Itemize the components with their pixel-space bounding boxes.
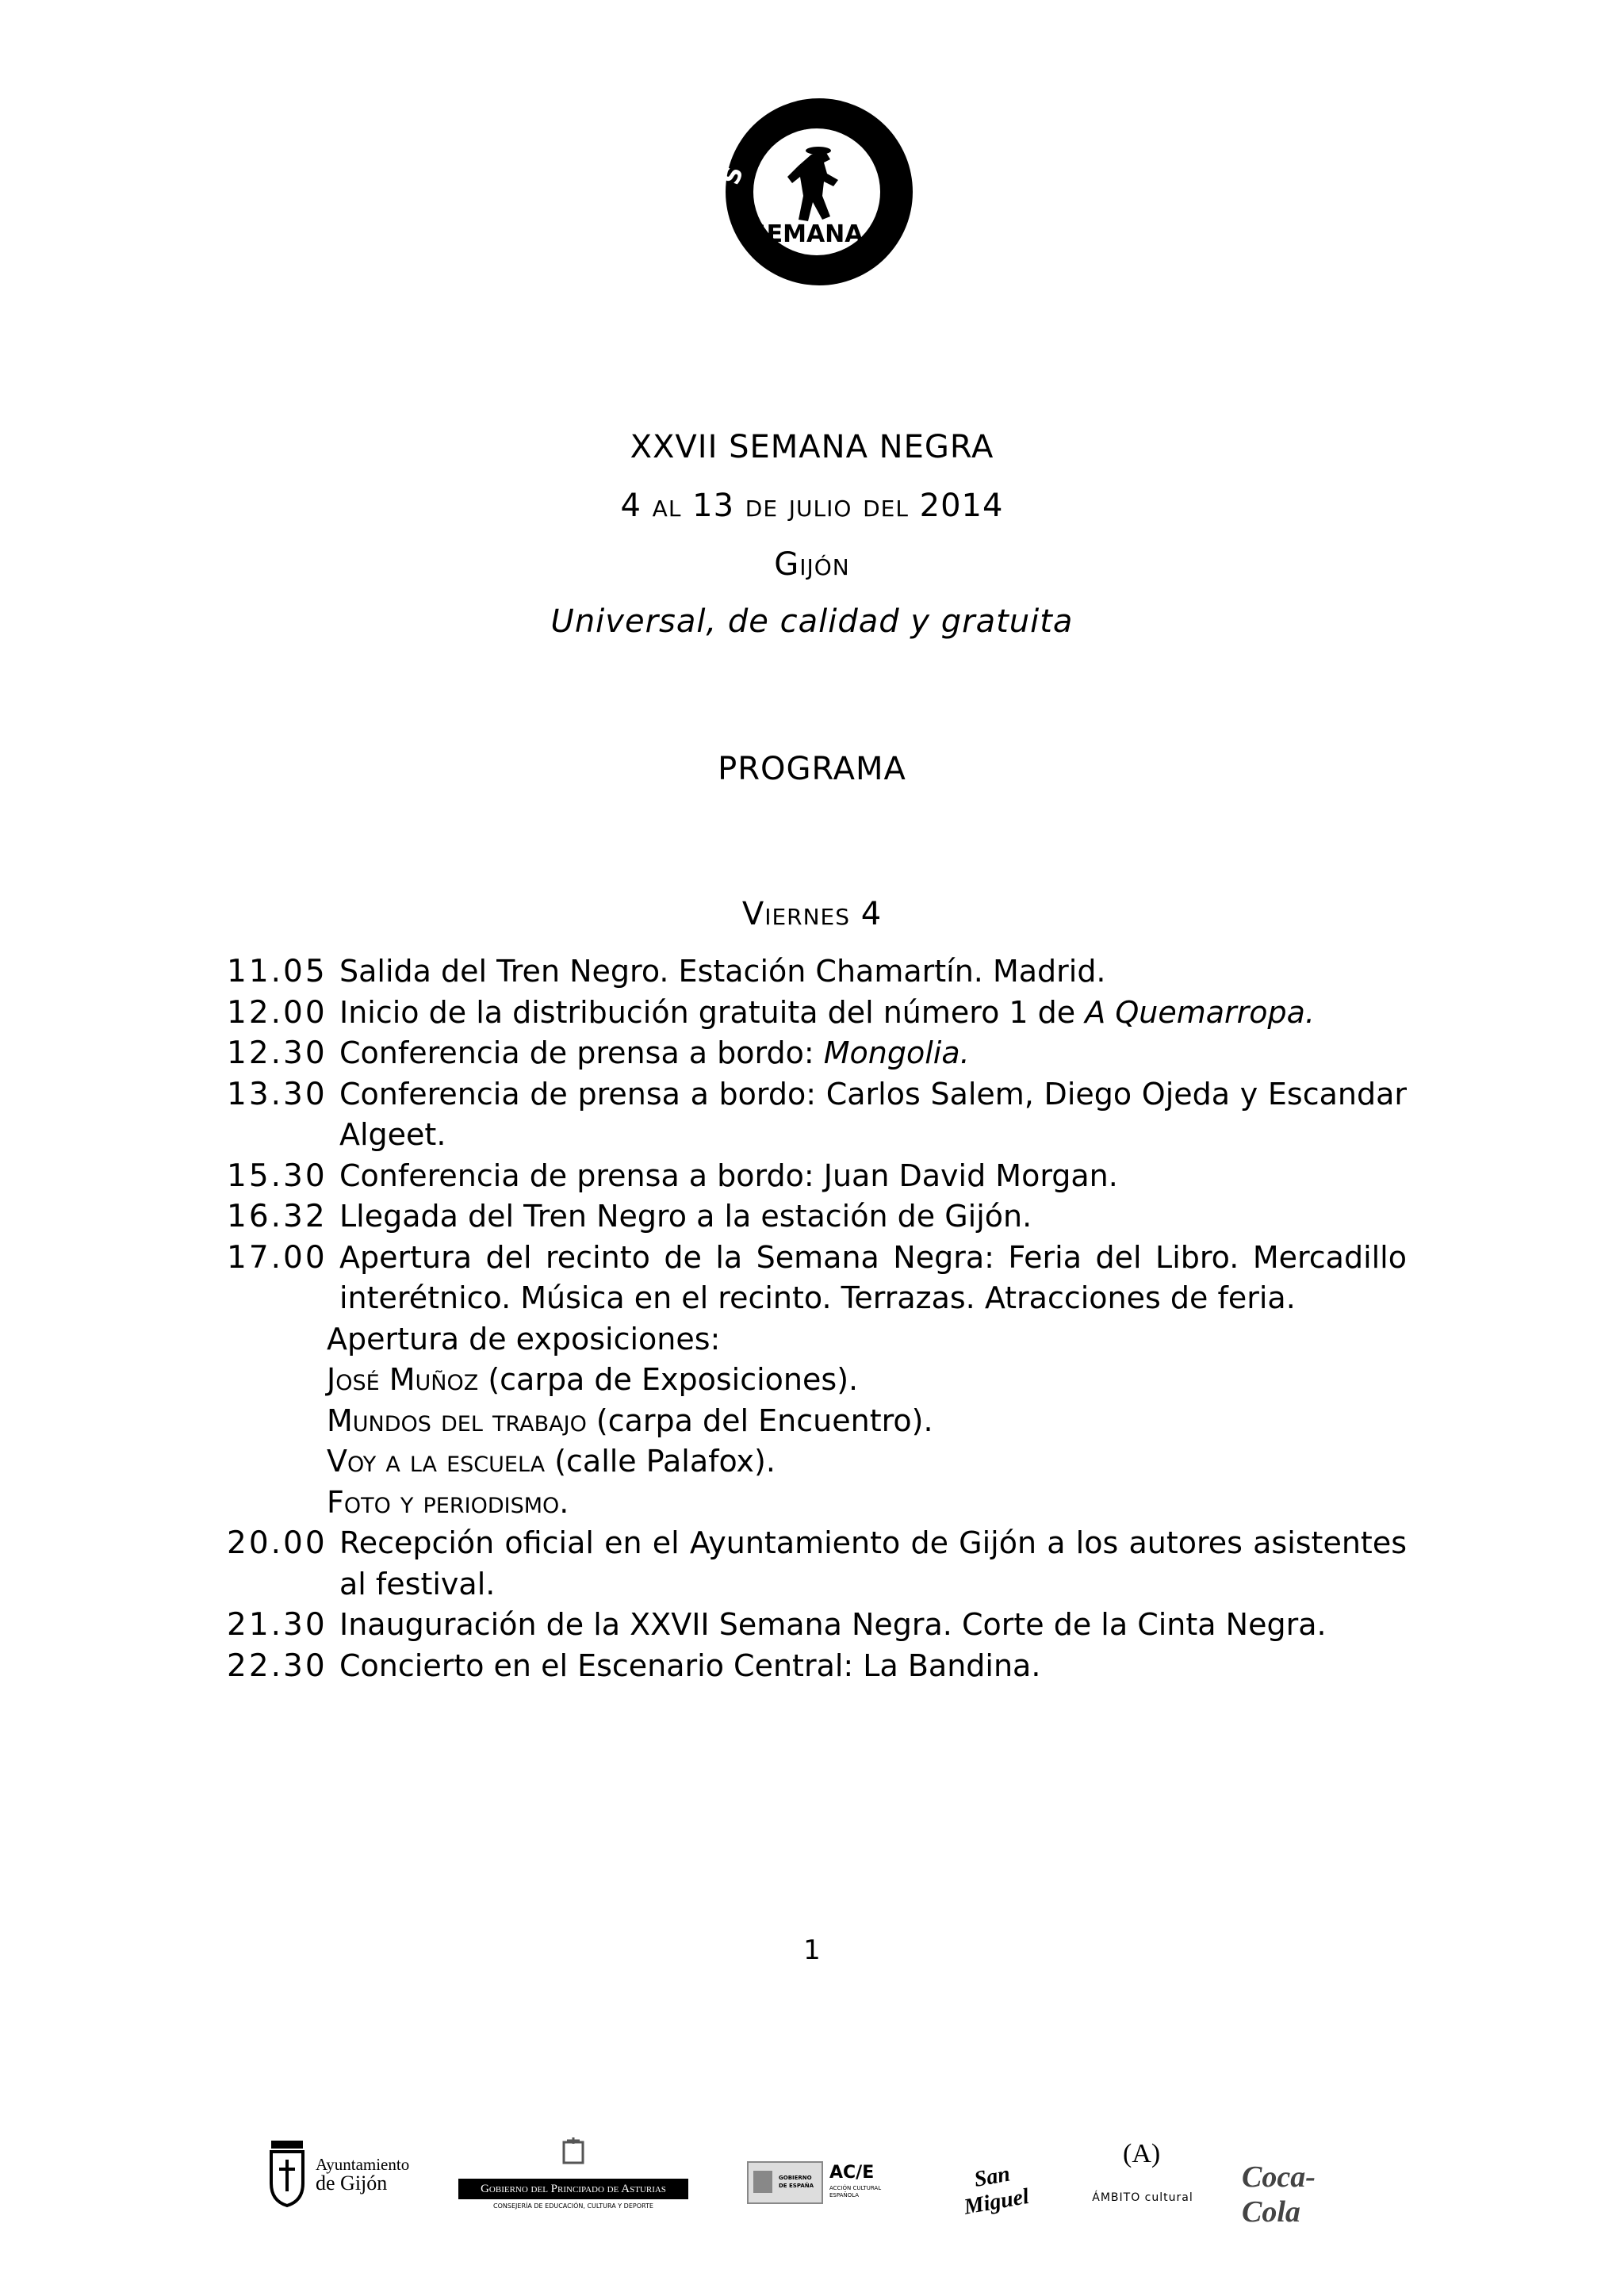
ace-text: AC/E (829, 2163, 875, 2183)
exhibition-name: Mundos del trabajo (327, 1402, 587, 1438)
ace-sub1: ACCIÓN CULTURAL (829, 2185, 882, 2191)
exhibition-place: (carpa del Encuentro). (586, 1402, 933, 1438)
exhibition-name: Foto y periodismo. (327, 1484, 569, 1520)
sanmiguel-logo (944, 2153, 1045, 2220)
exhibition-name: José Muñoz (327, 1362, 479, 1397)
semana-negra-logo (718, 87, 916, 293)
exhibition-place: (carpa de Exposiciones). (478, 1362, 859, 1397)
exhibition-item (227, 1483, 1407, 1524)
spain-shield-icon (753, 2171, 772, 2193)
program-heading: PROGRAMA (718, 751, 906, 787)
ayuntamiento-line2: de Gijón (316, 2172, 388, 2195)
entry-time: 12.00 (227, 994, 327, 1031)
crest-icon (557, 2134, 589, 2166)
entry-text: Inauguración de la XXVII Semana Negra. Corte de la Cinta Negra. (339, 1607, 1327, 1642)
exhibition-place: (calle Palafox). (545, 1444, 776, 1479)
principado-logo (458, 2133, 688, 2220)
program-entry (227, 1523, 1407, 1605)
page-number: 1 (803, 1934, 821, 1966)
ayuntamiento-line1: Ayuntamiento (316, 2155, 410, 2174)
program-list (227, 951, 1407, 1686)
entry-text (339, 1033, 1407, 1074)
entry-time: 17.00 (227, 1239, 327, 1276)
coat-of-arms-icon (266, 2137, 308, 2209)
entry-italic-title: Mongolia. (823, 1035, 970, 1070)
exhibition-item (227, 1441, 1407, 1483)
event-title: XXVII SEMANA NEGRA (630, 429, 994, 465)
entry-text: Recepción oficial en el Ayuntamiento de Gijón a los autores asistentes al festival. (339, 1525, 1407, 1601)
event-dates: 4 al 13 de julio del 2014 (620, 488, 1004, 524)
entry-text: Salida del Tren Negro. Estación Chamartín. Madrid. (339, 954, 1106, 989)
program-entry (227, 1238, 1407, 1319)
program-entry (227, 1074, 1407, 1156)
entry-text-main: Inicio de la distribución gratuita del número 1 de (339, 994, 1086, 1030)
entry-time: 13.30 (227, 1076, 327, 1112)
program-entry (227, 1196, 1407, 1238)
ace-sub2: ESPAÑOLA (829, 2192, 860, 2198)
cocacola-logo (1242, 2156, 1369, 2229)
entry-text: Conferencia de prensa a bordo: Carlos Salem, Diego Ojeda y Escandar Algeet. (339, 1076, 1407, 1152)
exhibition-item (227, 1360, 1407, 1401)
entry-time: 16.32 (227, 1199, 327, 1234)
day-title: Viernes 4 (741, 896, 883, 932)
ambito-mark: (A) (1123, 2139, 1161, 2168)
sanmiguel-text: San Miguel (962, 2161, 1031, 2220)
entry-text-main: Conferencia de prensa a bordo: (339, 1035, 824, 1070)
gobierno-ace-logo (747, 2161, 898, 2204)
event-city: Gijón (774, 546, 850, 583)
program-entry (227, 951, 1407, 993)
entry-text: Conferencia de prensa a bordo: Juan David Morgan. (339, 1158, 1118, 1193)
entry-text: Apertura del recinto de la Semana Negra: Feria del Libro. Mercadillo interétnico. Música en el recinto. Terrazas. Atracciones de feria. (339, 1239, 1407, 1315)
entry-time: 11.05 (227, 954, 327, 989)
principado-title: Gobierno del Principado de Asturias (458, 2179, 688, 2199)
ayuntamiento-logo (266, 2133, 417, 2212)
program-entry (227, 1646, 1407, 1687)
svg-text:SEMANA: SEMANA (749, 220, 864, 248)
exhibition-name: Voy a la escuela (327, 1444, 546, 1479)
program-entry (227, 1605, 1407, 1646)
exhibition-item (227, 1401, 1407, 1442)
entry-text: Concierto en el Escenario Central: La Bandina. (339, 1647, 1041, 1683)
event-tagline: Universal, de calidad y gratuita (550, 603, 1074, 640)
entry-time: 20.00 (227, 1525, 327, 1561)
ambito-text: ÁMBITO cultural (1092, 2191, 1193, 2204)
entry-time: 21.30 (227, 1607, 327, 1643)
svg-text:S: S (718, 163, 749, 189)
cocacola-text: Coca-Cola (1242, 2160, 1316, 2229)
exhibitions-intro: Apertura de exposiciones: (327, 1321, 721, 1357)
gobierno-text: GOBIERNO DE ESPAÑA (779, 2175, 814, 2189)
entry-time: 15.30 (227, 1158, 327, 1194)
entry-time: 12.30 (227, 1035, 327, 1071)
ace-subtext (829, 2185, 881, 2199)
program-entry (227, 1156, 1407, 1197)
ambito-logo (1083, 2139, 1202, 2210)
program-entry (227, 993, 1407, 1034)
program-entry (227, 1033, 1407, 1074)
entry-text (339, 993, 1407, 1034)
ayuntamiento-text (316, 2155, 409, 2193)
gobierno-box (747, 2161, 823, 2204)
entry-italic-title: A Quemarropa. (1085, 994, 1315, 1030)
sponsor-bar (0, 2133, 1624, 2229)
entry-time: 22.30 (227, 1647, 327, 1684)
entry-text: Llegada del Tren Negro a la estación de Gijón. (339, 1199, 1032, 1234)
principado-subtitle: CONSEJERÍA DE EDUCACIÓN, CULTURA Y DEPORTE (493, 2202, 653, 2210)
